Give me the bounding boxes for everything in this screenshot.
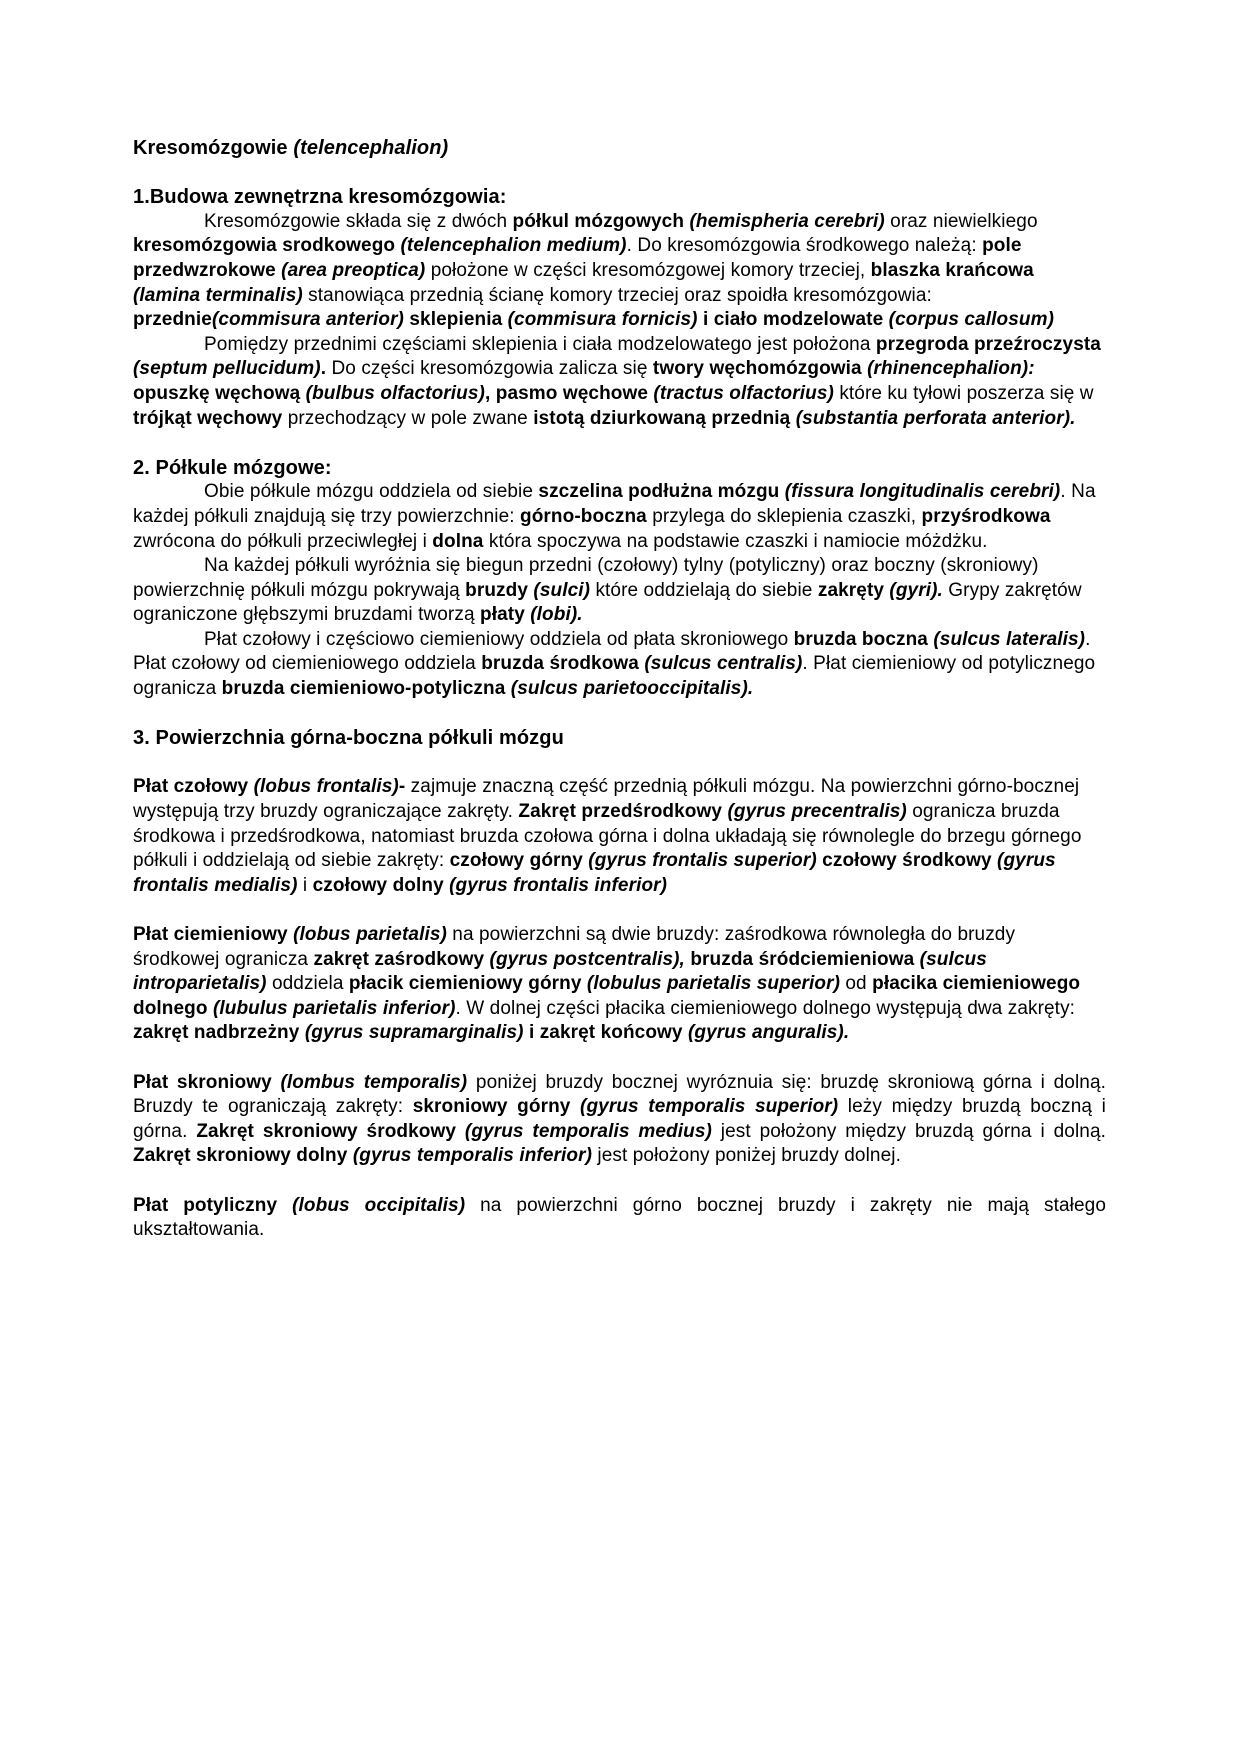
text-run: i ciało modzelowate (697, 309, 889, 331)
text-run: przylega do sklepienia czaszki, (652, 505, 922, 527)
text-run: Obie półkule mózgu oddziela od siebie (204, 481, 539, 503)
text-run: bruzdy (465, 579, 534, 601)
text-run: . Płat czołowy od ciemieniowego oddziela (133, 628, 1091, 675)
text-run: czołowy górny (449, 850, 589, 872)
text-run: płacika ciemieniowego dolnego (133, 973, 1081, 1019)
paragraph (133, 554, 1106, 628)
text-run: (corpus callosum) (888, 309, 1054, 331)
text-run: stanowiąca przednią ścianę komory trzeciej oraz spoidła kresomózgowia: (302, 284, 932, 306)
document-heading (133, 726, 1106, 751)
paragraph (133, 775, 1106, 898)
text-run: (sulci) (533, 579, 591, 601)
text-run: położone w części kresomózgowej komory trzeciej, (425, 259, 871, 281)
text-run: czołowy dolny (312, 874, 450, 896)
text-run: (tractus olfactorius) (653, 382, 834, 404)
text-run: oddziela (266, 973, 349, 995)
text-run: (lubulus parietalis inferior) (212, 997, 456, 1019)
text-run: (lobulus parietalis superior) (586, 973, 841, 995)
text-run: (gyrus frontalis medialis) (133, 850, 1056, 896)
text-run: . Płat ciemieniowy od potylicznego ogranicza (133, 653, 1096, 700)
text-run: Zakręt przedśrodkowy (518, 801, 728, 823)
text-run: (gyrus anguralis). (687, 1022, 850, 1044)
text-run: istotą dziurkowaną przednią (533, 407, 796, 429)
text-run: jest położony poniżej bruzdy dolnej. (592, 1145, 901, 1167)
document-heading (133, 456, 1106, 481)
text-run: ogranicza bruzda środkowa i przedśrodkowa, natomiast bruzda czołowa górna i dolna układają się równolegle do brzegu górnego półkuli i oddzielają od siebie zakręty: (133, 801, 1082, 872)
text-run: zakręt nadbrzeżny (133, 1022, 305, 1044)
text-run: która spoczywa na podstawie czaszki i namiocie móżdżku. (488, 530, 988, 552)
text-run: które ku tyłowi poszerza się w (833, 382, 1094, 404)
text-run: - (398, 776, 411, 798)
text-run: (gyrus temporalis superior) (580, 1096, 839, 1118)
text-run: bruzda ciemieniowo-potyliczna (221, 678, 511, 700)
text-run: 1.Budowa zewnętrzna kresomózgowia: (133, 186, 507, 209)
text-run: Kresomózgowie składa się z dwóch (204, 210, 513, 232)
text-run: (substantia perforata anterior). (795, 407, 1076, 429)
text-run: Płat ciemieniowy (133, 924, 294, 945)
text-run: . Na każdej półkuli znajdują się trzy powierzchnie: (133, 481, 1096, 527)
paragraph (133, 480, 1106, 554)
text-run: opuszkę węchową (133, 382, 306, 404)
text-run: bruzda środkowa (481, 653, 645, 675)
text-run: (rhinencephalion): (867, 358, 1035, 380)
text-run: które oddzielają do siebie (590, 579, 818, 601)
text-run: (lobi). (530, 604, 583, 626)
text-run: pasmo węchowe (495, 382, 654, 404)
text-run: Zakręt skroniowy dolny (133, 1145, 353, 1167)
text-run: (sulcus lateralis) (933, 628, 1086, 650)
text-run: przechodzący w pole zwane (287, 407, 534, 429)
text-run: jest położony między bruzdą górna i dolną. (711, 1120, 1106, 1142)
text-run: zakręt zaśrodkowy (313, 948, 490, 970)
text-run: płacik ciemieniowy górny (348, 973, 587, 995)
text-run: (lobus parietalis) (293, 924, 447, 945)
text-run: Na każdej półkuli wyróżnia się biegun przedni (czołowy) tylny (potyliczny) oraz boczny (skroniowy) powierzchnię półkuli mózgu pokrywają (133, 555, 1039, 601)
text-run: (gyrus precentralis) (727, 801, 907, 823)
text-run: (gyrus temporalis inferior) (352, 1145, 593, 1167)
document-heading (133, 185, 1106, 210)
text-run: od (840, 973, 873, 995)
paragraph (133, 628, 1106, 702)
text-run: blaszka krańcowa (870, 259, 1034, 281)
text-run: Do części kresomózgowia zalicza się (331, 358, 653, 380)
text-run: (sulcus parietooccipitalis). (510, 678, 754, 700)
text-run: bruzda boczna (793, 628, 934, 650)
text-run: (lamina terminalis) (133, 284, 303, 306)
text-run: poniżej bruzdy bocznej wyróznuia się: bruzdę skroniową górna i dolną. Bruzdy te ograniczają zakręty: (133, 1071, 1107, 1118)
text-run: (sulcus introparietalis) (133, 948, 987, 995)
text-run: (lobus occipitalis) (292, 1194, 466, 1216)
text-run: górno-boczna (520, 505, 653, 527)
text-run: przednie (133, 309, 212, 331)
text-run: przegroda przeźroczysta (875, 333, 1101, 355)
text-run: pole przedwzrokowe (133, 235, 1022, 281)
text-run: bruzda śródciemieniowa (690, 948, 920, 970)
text-run: i (297, 874, 313, 896)
text-run: zakręty (817, 579, 890, 601)
text-run: (fissura longitudinalis cerebri) (784, 481, 1061, 503)
text-run: skroniowy górny (412, 1096, 581, 1118)
paragraph (133, 1071, 1106, 1169)
text-run: (commisura anterior) (211, 309, 404, 331)
text-run: . W dolnej części płacika ciemieniowego dolnego występują dwa zakręty: (455, 997, 1076, 1019)
text-run: na powierzchni górno bocznej bruzdy i zakręty nie mają stałego ukształtowania. (133, 1194, 1106, 1241)
text-run: i zakręt końcowy (523, 1022, 688, 1044)
text-run: Płat czołowy (133, 776, 254, 798)
text-run: szczelina podłużna mózgu (538, 481, 785, 503)
text-run: na powierzchni są dwie bruzdy: zaśrodkowa równoległa do bruzdy środkowej ogranicza (133, 924, 1016, 970)
text-run: sklepienia (403, 309, 508, 331)
text-run: czołowy środkowy (816, 850, 998, 872)
text-run: (commisura fornicis) (507, 309, 698, 331)
text-run: oraz niewielkiego (884, 210, 1038, 232)
text-run: (sulcus centralis) (644, 653, 803, 675)
text-run: (hemispheria cerebri) (689, 210, 885, 232)
text-run: kresomózgowia srodkowego (133, 235, 401, 257)
text-run: . (320, 358, 332, 380)
text-run: Płat skroniowy (133, 1071, 281, 1093)
text-run: (gyrus supramarginalis) (304, 1022, 524, 1044)
text-run: trójkąt węchowy (133, 407, 288, 429)
text-run: leży między bruzdą boczną i górna. (133, 1096, 1106, 1142)
paragraph (133, 923, 1106, 1046)
text-run: (area preoptica) (281, 259, 426, 281)
text-run: (gyri). (889, 579, 943, 601)
text-run: (lobus frontalis) (253, 776, 399, 798)
text-run: 3. Powierzchnia górna-boczna półkuli mózgu (133, 727, 564, 750)
text-run: (gyrus frontalis superior) (588, 850, 817, 872)
document-content (133, 136, 1106, 1243)
text-run: (lombus temporalis) (280, 1071, 468, 1093)
text-run: (gyrus postcentralis), (489, 948, 685, 970)
text-run: Zakręt skroniowy środkowy (196, 1120, 465, 1142)
text-run: , (484, 382, 496, 404)
text-run: twory węchomózgowia (652, 358, 868, 380)
text-run: (telencephalion medium) (400, 235, 627, 257)
document-title (133, 136, 1106, 161)
text-run: . Do kresomózgowia środkowego należą: (626, 235, 983, 257)
text-run: (septum pellucidum) (133, 358, 321, 380)
text-run: 2. Półkule mózgowe: (133, 456, 332, 479)
text-run: (gyrus frontalis inferior) (449, 874, 668, 896)
paragraph (133, 1194, 1106, 1243)
text-run: półkul mózgowych (512, 210, 690, 232)
text-run: przyśrodkowa (921, 505, 1051, 527)
paragraph (133, 210, 1106, 333)
text-run: Grypy zakrętów ograniczone głębszymi bruzdami tworzą (133, 579, 1082, 626)
text-run: zwrócona do półkuli przeciwległej i (133, 530, 433, 552)
text-run: Kresomózgowie (133, 137, 294, 159)
text-run: Pomiędzy przednimi częściami sklepienia i ciała modzelowatego jest położona (204, 333, 876, 355)
text-run: Płat czołowy i częściowo ciemieniowy oddziela od płata skroniowego (204, 628, 794, 650)
paragraph (133, 333, 1106, 431)
text-run: (gyrus temporalis medius) (464, 1120, 712, 1142)
text-run: (bulbus olfactorius) (305, 382, 485, 404)
text-run: dolna (432, 530, 489, 552)
text-run: płaty (480, 604, 531, 626)
text-run: (telencephalion) (293, 137, 449, 159)
text-run: Płat potyliczny (133, 1194, 293, 1216)
text-run: zajmuje znaczną część przednią półkuli mózgu. Na powierzchni górno-bocznej występują trzy bruzdy ograniczające zakręty. (133, 776, 1080, 823)
